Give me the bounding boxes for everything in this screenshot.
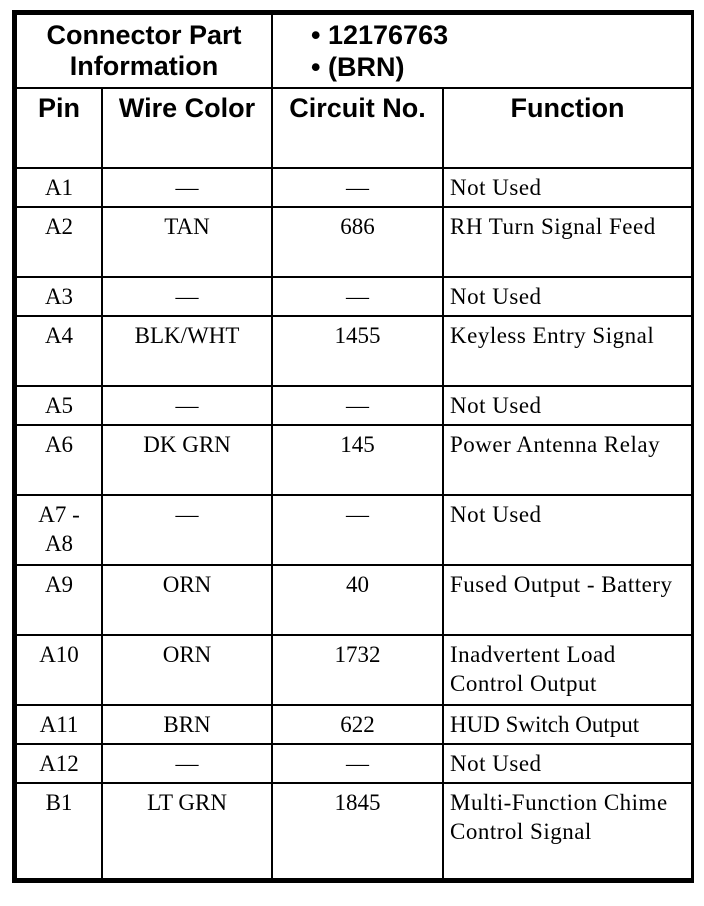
wire-color-cell: — [102,495,272,565]
circuit-cell: 1455 [272,316,443,386]
pin-cell: A9 [16,565,102,635]
table-row [16,316,692,386]
connector-table-sheet [12,10,694,883]
wire-color-cell: ORN [102,635,272,705]
circuit-cell: 1845 [272,783,443,879]
table-row [16,744,692,783]
function-cell: HUD Switch Output [443,705,692,744]
circuit-cell: 622 [272,705,443,744]
table-row [16,635,692,705]
pin-cell: A3 [16,277,102,316]
wire-color-cell: BLK/WHT [102,316,272,386]
pin-cell: A6 [16,425,102,495]
table-row [16,495,692,565]
column-header-pin: Pin [16,88,102,168]
table-row [16,705,692,744]
circuit-cell: — [272,277,443,316]
function-cell: Not Used [443,495,692,565]
function-cell: Not Used [443,386,692,425]
function-cell: Not Used [443,277,692,316]
table-row [16,277,692,316]
wire-color-cell: ORN [102,565,272,635]
wire-color-cell: TAN [102,207,272,277]
pin-cell: A5 [16,386,102,425]
function-cell: Not Used [443,168,692,207]
wire-color-cell: DK GRN [102,425,272,495]
table-row [16,425,692,495]
pin-cell: B1 [16,783,102,879]
function-cell: Keyless Entry Signal [443,316,692,386]
wire-color-cell: — [102,386,272,425]
part-info-row [16,14,692,88]
connector-table [15,13,693,880]
pin-cell: A1 [16,168,102,207]
part-color: • (BRN) [311,52,405,82]
function-cell: Power Antenna Relay [443,425,692,495]
column-header-circuit-no: Circuit No. [272,88,443,168]
pin-cell: A11 [16,705,102,744]
function-cell: Multi-Function Chime Control Signal [443,783,692,879]
wire-color-cell: — [102,277,272,316]
circuit-cell: — [272,168,443,207]
table-row [16,207,692,277]
wire-color-cell: LT GRN [102,783,272,879]
pin-cell: A4 [16,316,102,386]
function-cell: Inadvertent Load Control Output [443,635,692,705]
circuit-cell: — [272,386,443,425]
part-number: • 12176763 [311,20,449,50]
circuit-cell: 686 [272,207,443,277]
pin-cell: A7 - A8 [16,495,102,565]
circuit-cell: — [272,495,443,565]
wire-color-cell: BRN [102,705,272,744]
column-header-wire-color: Wire Color [102,88,272,168]
function-cell: Fused Output - Battery [443,565,692,635]
part-info-values [272,14,692,88]
pin-cell: A10 [16,635,102,705]
table-row [16,168,692,207]
part-info-label-text: Connector Part Information [46,20,242,81]
function-cell: Not Used [443,744,692,783]
pin-cell: A2 [16,207,102,277]
wire-color-cell: — [102,744,272,783]
pin-cell: A12 [16,744,102,783]
wire-color-cell: — [102,168,272,207]
circuit-cell: 1732 [272,635,443,705]
circuit-cell: — [272,744,443,783]
table-row [16,783,692,879]
circuit-cell: 40 [272,565,443,635]
table-row [16,386,692,425]
circuit-cell: 145 [272,425,443,495]
table-row [16,565,692,635]
function-cell: RH Turn Signal Feed [443,207,692,277]
part-info-label [16,14,272,88]
column-header-row [16,88,692,168]
column-header-function: Function [443,88,692,168]
